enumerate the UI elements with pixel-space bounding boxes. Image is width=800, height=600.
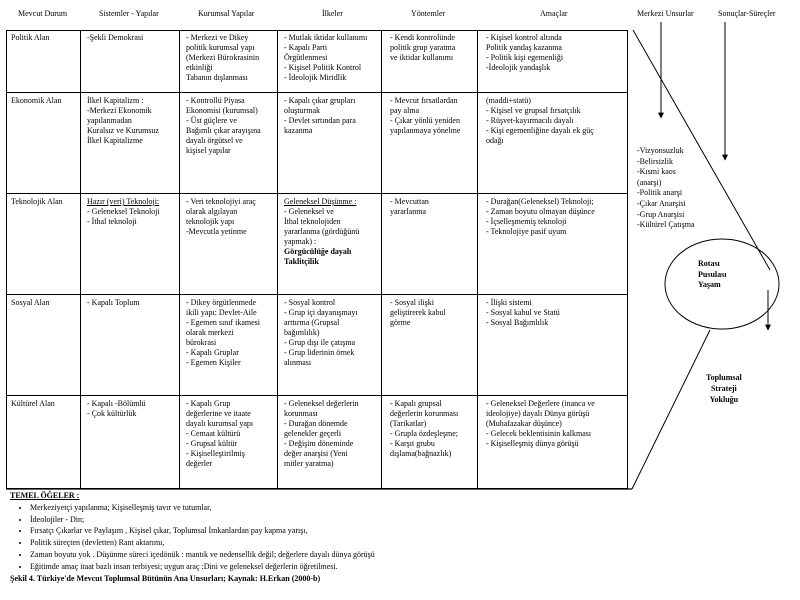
cell-yontem-ekonomik: - Mevcut fırsatlardan pay alma - Çıkar yönlü yeniden yapılanmaya yönelme: [390, 96, 461, 135]
cell-kurumsal-teknolojik: - Veri teknolojiyi araç olarak algılayan teknolojik yapı -Mevcutla yetinme: [186, 197, 256, 236]
cell-amac-kulturel: - Geleneksel Değerlere (inanca ve ideolojiye) dayalı Dünya görüşü (Muhafazakar düşünce) - Gelecek beklentisinin kalkması - Kişiselleşmiş dünya görüşü: [486, 399, 595, 448]
header-sonuclar: Sonuçlar-Süreçler: [718, 9, 776, 18]
figure-caption: Şekil 4. Türkiye'de Mevcut Toplumsal Bütünün Ana Unsurları; Kaynak: H.Erkan (2000-b): [10, 573, 321, 583]
circle-text-line: Pusulası: [698, 269, 727, 279]
circle-text-line: Rotası: [698, 259, 720, 268]
circle-text-line: Yaşam: [698, 280, 721, 289]
cell-amac-ekonomik: (maddi+statü) - Kişisel ve grupsal fırsatçılık - Rüşvet-kayırmacılı dayalı - Kişi egemenliğine dayalı ek güç odağı: [486, 96, 594, 145]
row-label-kulturel: Kültürel Alan: [11, 399, 55, 408]
cell-amac-politik: - Kişisel kontrol altında Politik yandaş kazanma - Politik kişi egemenliği -İdeolojik yandaşlık: [486, 33, 564, 72]
lower-diagonal: [632, 330, 710, 489]
strategy-absence-line: Strateji: [710, 384, 737, 393]
side-list-item: -Politik anarşi: [637, 188, 683, 198]
side-list-item: -Kısmi kaos: [637, 167, 676, 177]
cell-ilke-teknolojik-body: - Geleneksel ve İthal teknolojiden yararlanma (gördüğünü yapmak) :: [284, 207, 360, 246]
header-kurumsal: Kurumsal Yapılar: [198, 9, 255, 18]
cell-kurumsal-kulturel: - Kapalı Grup değerlerine ve itaate dayalı kurumsal yapı - Cemaat kültürü - Grupsal kültür - Kişiselleştirilmiş değerler: [186, 399, 254, 468]
cell-ilke-ekonomik: - Kapalı çıkar grupları oluşturmak - Devlet sırtından para kazanma: [284, 96, 356, 135]
cell-sistem-sosyal: - Kapalı Toplum: [87, 298, 140, 307]
cell-ilke-kulturel: - Geleneksel değerlerin korunması - Durağan dönemde gelenekler geçerli - Değişim döneminde değer anarşisi (Yeni mitler yaratma): [284, 399, 359, 468]
side-list-item: -Kültürel Çatışma: [637, 220, 695, 230]
side-list-item: -Belirsizlik: [637, 156, 673, 166]
notes-item: • Zaman boyutu yok . Düşünme süreci içedönük : mantık ve nedensellik değil; değerlere dayalı dünya görüşü: [30, 549, 375, 561]
cell-yontem-sosyal: - Sosyal ilişki geliştirerek kabul görme: [390, 298, 446, 327]
side-list-item: (anarşi): [637, 177, 662, 187]
strategy-absence-line: Yokluğu: [709, 395, 739, 404]
cell-ilke-sosyal: - Sosyal kontrol - Grup içi dayanışmayı arttırma (Grupsal bağımlılık) - Grup dışı ile çatışma - Grup liderinin örnek alınması: [284, 298, 358, 367]
header-sistemler: Sistemler - Yapılar: [99, 9, 159, 18]
header-merkezi: Merkezi Unsurlar: [637, 9, 694, 18]
cell-sistem-ekonomik: İlkel Kapitalizm : -Merkezi Ekonomik yapılanmadan Kuralsız ve Kurumsuz İlkel Kapitalizme: [87, 96, 159, 145]
row-label-teknolojik: Teknolojik Alan: [11, 197, 63, 206]
side-list-item: -Çıkar Anarşisi: [637, 198, 686, 208]
cell-ilke-politik: - Mutlak iktidar kullanımı - Kapalı Parti Örgütlenmesi - Kişisel Politik Kontrol - İdeolojik Miridlik: [284, 33, 368, 82]
header-mevcut-durum: Mevcut Durum: [18, 9, 68, 18]
notes-item: • Politik süreçten (devletten) Rant aktarımı,: [30, 537, 375, 549]
row-label-ekonomik: Ekonomik Alan: [11, 96, 62, 105]
cell-amac-teknolojik: - Durağan(Geleneksel) Teknoloji; - Zaman boyutu olmayan düşünce - İçselleşmemiş teknoloji - Teknolojiye pasif uyum: [486, 197, 595, 236]
cell-sistem-teknolojik-body: - Geleneksel Teknoloji - İthal teknoloji: [87, 207, 160, 226]
cell-ilke-teknolojik-heading: Geleneksel Düşünme :: [284, 197, 357, 206]
row-label-politik: Politik Alan: [11, 33, 50, 42]
notes-item: • Merkeziyetçi yapılanma; Kişiselleşmiş tavır ve tutumlar,: [30, 502, 375, 514]
circle-text: [698, 259, 726, 291]
notes-section: [10, 490, 375, 584]
notes-item: • Eğitimde amaç itaat bazlı insan terbiyesi; uygun araç :Dini ve geleneksel değerlerin öğretilmesi.: [30, 561, 375, 573]
cell-amac-sosyal: - İlişki sistemi - Sosyal kabul ve Statü - Sosyal Bağımlılık: [486, 298, 560, 327]
header-ilkeler: İlkeler: [322, 9, 343, 18]
notes-title: TEMEL ÖĞELER :: [10, 491, 80, 500]
cell-kurumsal-politik: - Merkezi ve Dikey politik kurumsal yapı (Merkezi Bürokrasinin etkinliği Tabanın dışlanması: [186, 33, 260, 82]
cell-sistem-politik: -Şekli Demokrasi: [87, 33, 144, 42]
strategy-absence-line: Toplumsal: [706, 373, 742, 382]
cell-yontem-politik: - Kendi kontrolünde politik grup yaratma ve iktidar kullanımı: [390, 33, 456, 62]
header-yontemler: Yöntemler: [411, 9, 446, 18]
cell-kurumsal-sosyal: - Dikey örgütlenmede ikili yapı: Devlet-Aile - Egemen sınıf ikamesi olarak merkezi bürokrasi - Kapalı Gruplar - Egemen Kişiler: [186, 298, 260, 367]
cell-ilke-teknolojik-bold: Görgücülüğe dayalı Taklitçilik: [284, 247, 352, 266]
side-list-item: -Grup Anarşisi: [637, 209, 685, 219]
notes-list: [10, 502, 375, 573]
strategy-absence-label: [706, 372, 742, 405]
row-label-sosyal: Sosyal Alan: [11, 298, 50, 307]
header-amaclar: Amaçlar: [540, 9, 568, 18]
notes-item: • Fırsatçı Çıkarlar ve Paylaşım , Kişisel çıkar, Toplumsal İmkanlardan pay kapma yarışı,: [30, 525, 375, 537]
cell-sistem-kulturel: - Kapalı -Bölümlü - Çok kültürlük: [87, 399, 146, 418]
cell-yontem-kulturel: - Kapalı grupsal değerlerin korunması (Tarikatlar) - Grupla özdeşleşme; - Karşıt grubu dışlama(bağnazlık): [390, 399, 459, 458]
side-list: [637, 146, 695, 231]
cell-sistem-teknolojik-heading: Hazır (veri) Teknoloji:: [87, 197, 160, 206]
side-list-item: -Vizyonsuzluk: [637, 146, 684, 155]
cell-yontem-teknolojik: - Mevcuttan yararlanma: [390, 197, 429, 216]
notes-item: • İdeolojiler - Din;: [30, 514, 375, 526]
cell-kurumsal-ekonomik: - Kontrollü Piyasa Ekonomisi (kurumsal) - Üst güçlere ve Bağımlı çıkar arayışına dayalı örgütsel ve kişisel yapılar: [186, 96, 261, 155]
